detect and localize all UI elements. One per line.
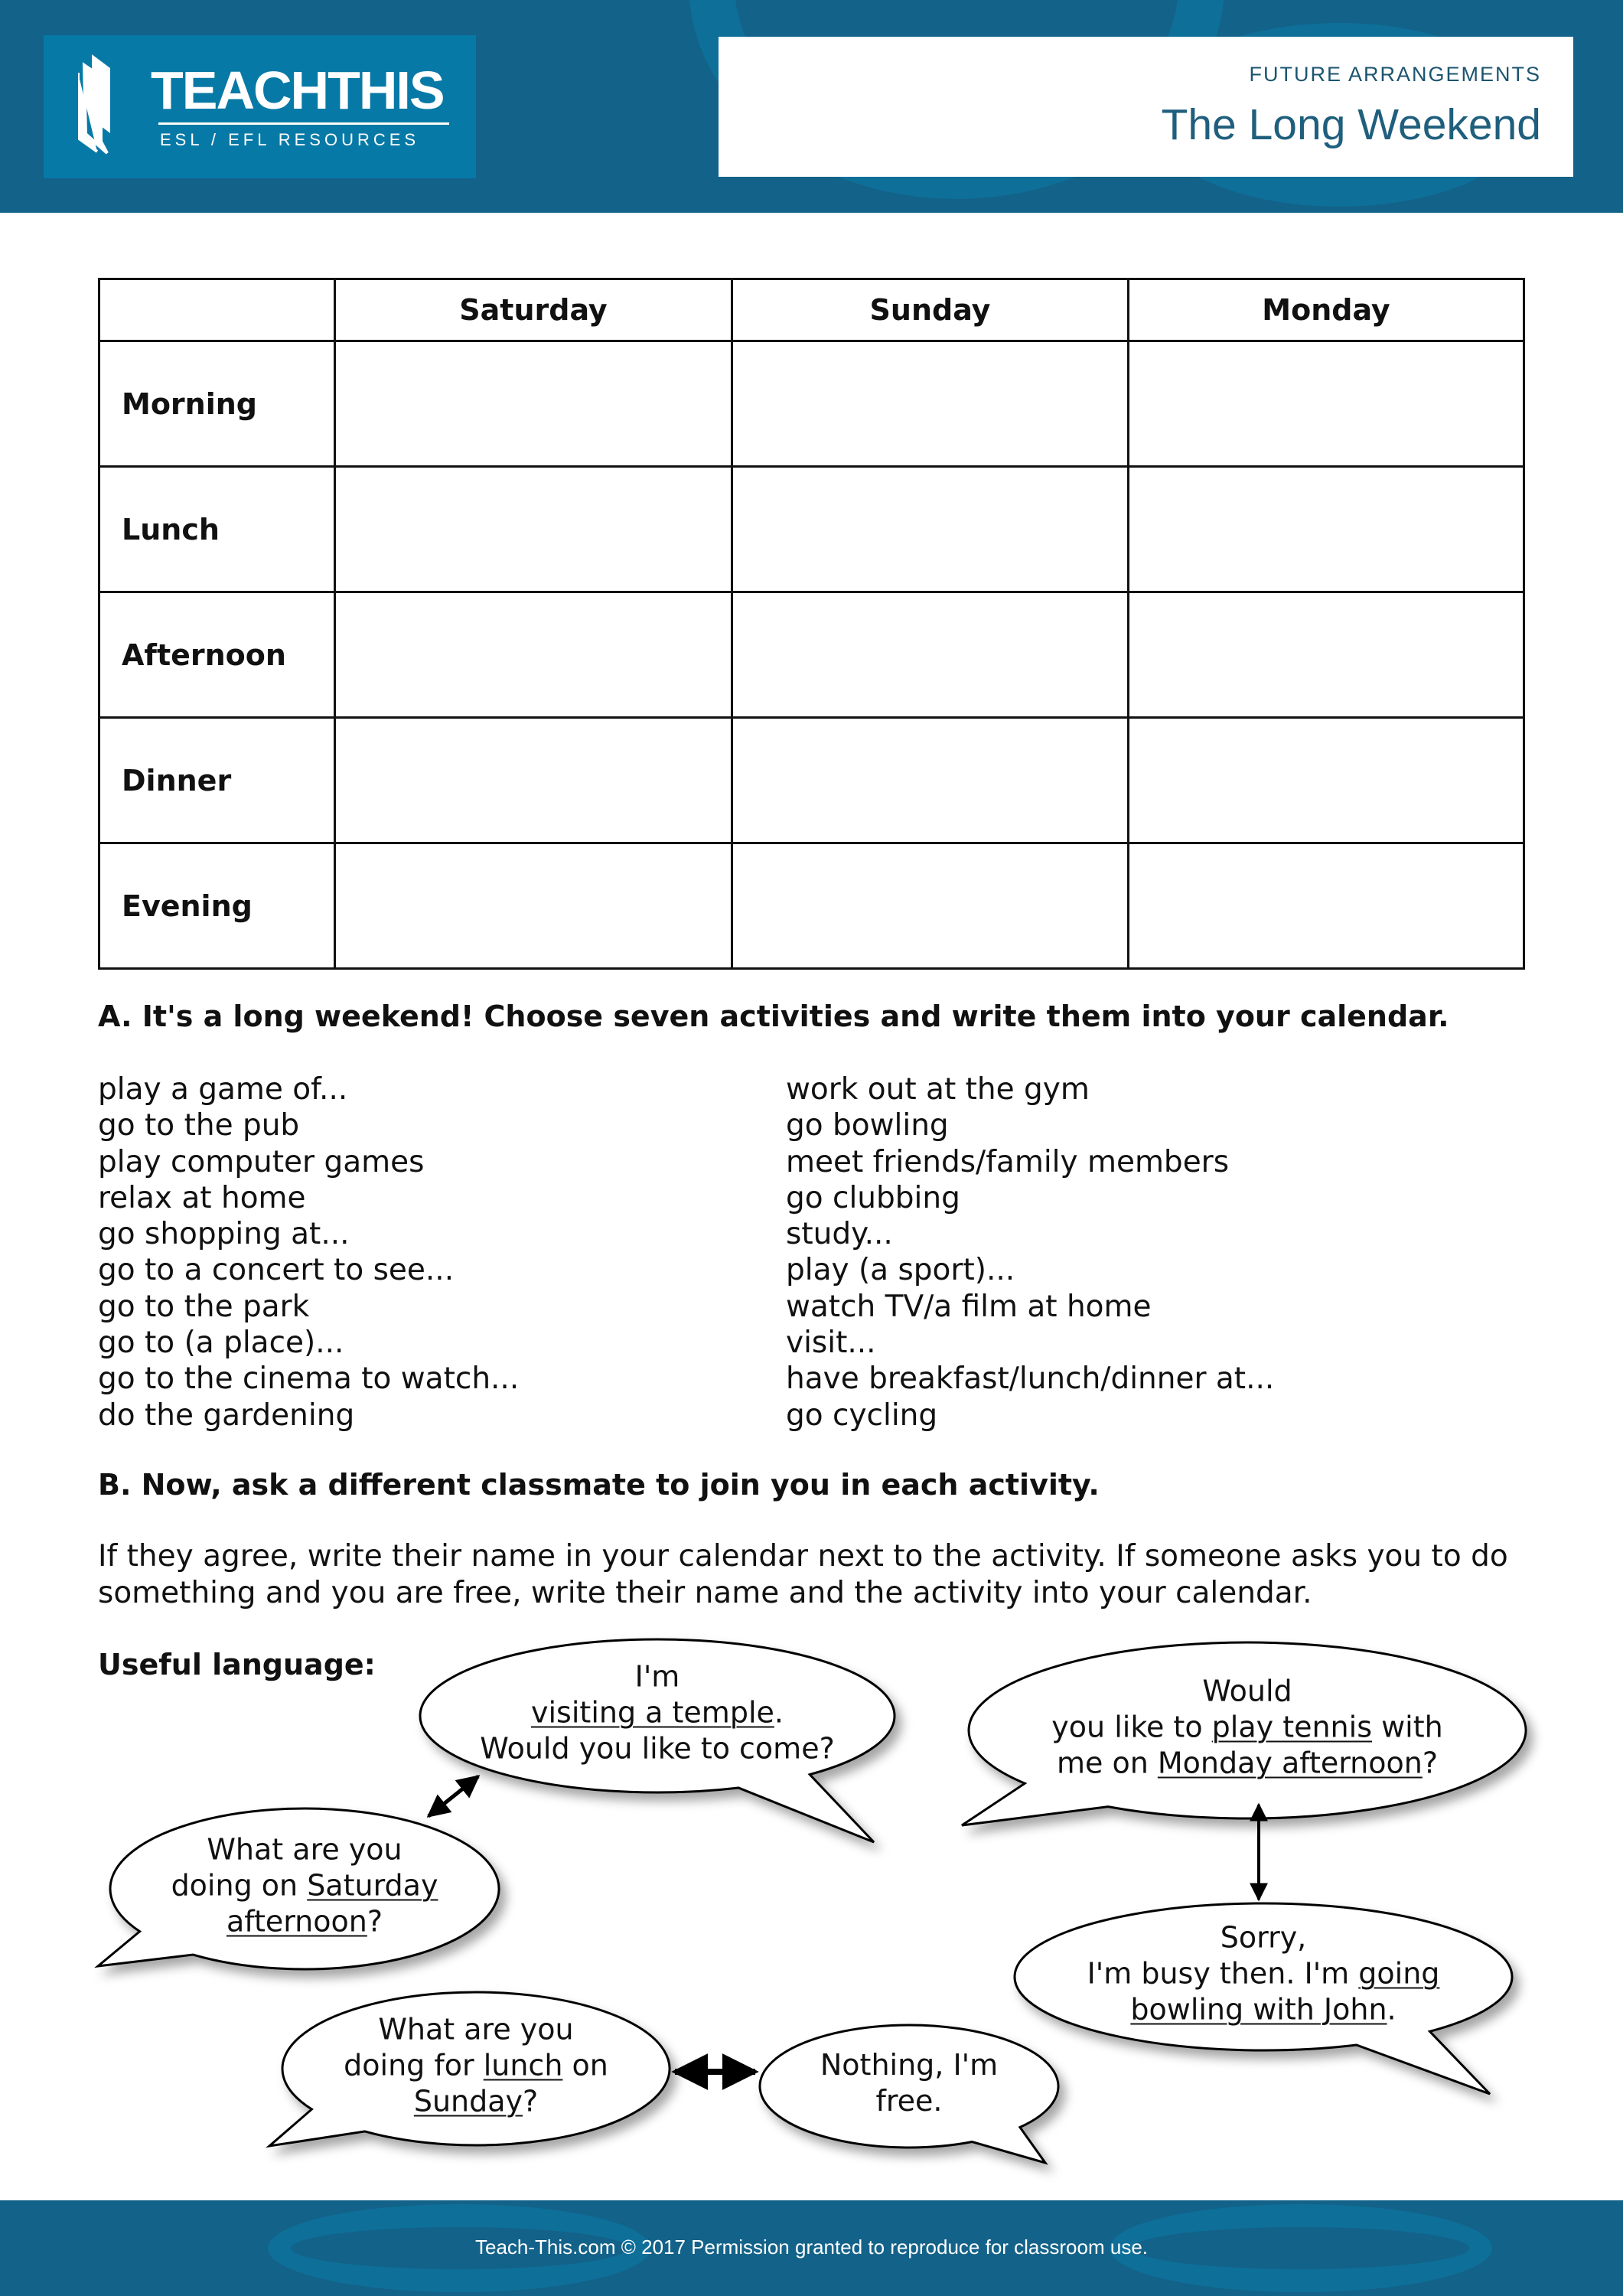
row-label: Lunch	[99, 467, 335, 592]
row-label: Afternoon	[99, 592, 335, 718]
bubble-text-segment: I'm busy then. I'm	[1087, 1956, 1359, 1991]
page-title: The Long Weekend	[1161, 100, 1541, 149]
speech-bubble-text	[344, 2012, 608, 2120]
instructions-line: If they agree, write their name in your calendar next to the activity. If someone asks you to do	[98, 1539, 1508, 1574]
activity-item: have breakfast/lunch/dinner at...	[786, 1362, 1275, 1397]
bubble-line	[480, 1659, 835, 1695]
bubble-line	[1087, 1920, 1440, 1956]
bubble-line	[480, 1731, 835, 1767]
activity-item: study...	[786, 1217, 893, 1252]
bubble-line	[1051, 1710, 1442, 1746]
bubble-line	[1087, 1956, 1440, 1992]
bubble-line	[1051, 1746, 1442, 1782]
row-label: Morning	[99, 341, 335, 467]
bubble-line	[480, 1695, 835, 1731]
activity-item: watch TV/a film at home	[786, 1289, 1152, 1324]
activity-item: play computer games	[98, 1144, 425, 1179]
bubble-line	[171, 1832, 438, 1868]
bubble-line	[1087, 1992, 1440, 2028]
bubble-text-segment: free.	[875, 2084, 943, 2118]
underlined-phrase: bowling with John	[1130, 1992, 1387, 2027]
bubble-line	[344, 2012, 608, 2048]
bubble-line	[1051, 1674, 1442, 1710]
row-label: Evening	[99, 843, 335, 969]
activity-item: go bowling	[786, 1108, 949, 1143]
bubble-text-segment: I'm	[634, 1659, 680, 1694]
bubble-line	[171, 1868, 438, 1904]
logo-subtitle: ESL / EFL RESOURCES	[160, 130, 420, 149]
bubble-line	[820, 2083, 998, 2119]
activity-item: work out at the gym	[786, 1072, 1090, 1107]
bubble-text-segment: Sorry,	[1220, 1920, 1307, 1955]
bubble-text-segment: Would	[1202, 1674, 1292, 1708]
bubble-text-segment: Would you like to come?	[480, 1731, 835, 1766]
bubble-text-segment: .	[1387, 1992, 1396, 2027]
underlined-phrase: Sunday	[413, 2084, 523, 2118]
underlined-phrase: afternoon	[226, 1904, 367, 1939]
footer	[0, 2200, 1623, 2296]
section-b-heading: B. Now, ask a different classmate to join you in each activity.	[98, 1468, 1100, 1502]
bubble-line	[344, 2048, 608, 2084]
activity-item: do the gardening	[98, 1397, 355, 1433]
bubble-text-segment: ?	[367, 1904, 383, 1939]
speech-bubble-text	[1087, 1920, 1440, 2028]
activity-item: go to the pub	[98, 1108, 300, 1143]
activity-item: meet friends/family members	[786, 1144, 1230, 1179]
bubble-text-segment: ?	[523, 2084, 539, 2118]
underlined-phrase: Saturday	[307, 1868, 438, 1903]
underlined-phrase: Monday afternoon	[1157, 1746, 1423, 1780]
instructions-line: something and you are free, write their name and the activity into your calendar.	[98, 1576, 1312, 1610]
bubble-line	[820, 2047, 998, 2083]
bubble-text-segment: doing on	[171, 1868, 308, 1903]
activity-item: go to (a place)...	[98, 1326, 344, 1361]
bubble-text-segment: on	[562, 2048, 608, 2082]
underlined-phrase: going	[1358, 1956, 1440, 1991]
activity-item: go clubbing	[786, 1180, 960, 1215]
bubble-text-segment: Nothing, I'm	[820, 2048, 999, 2082]
useful-language-label: Useful language:	[98, 1648, 376, 1681]
column-header-sunday: Sunday	[732, 279, 1129, 341]
underlined-phrase: lunch	[483, 2048, 563, 2082]
section-a-heading: A. It's a long weekend! Choose seven activities and write them into your calendar.	[98, 1000, 1449, 1033]
double-arrow	[429, 1776, 478, 1816]
bubble-text-segment: with	[1372, 1710, 1443, 1744]
activity-item: visit...	[786, 1326, 876, 1361]
bubble-text-segment: .	[774, 1695, 784, 1730]
bubble-line	[344, 2084, 608, 2120]
activity-item: go to the park	[98, 1289, 310, 1324]
topic-label: FUTURE ARRANGEMENTS	[1249, 63, 1541, 86]
speech-bubble-text	[171, 1832, 438, 1940]
speech-bubble-text	[1051, 1674, 1442, 1782]
activity-item: play (a sport)...	[786, 1253, 1015, 1288]
bubble-text-segment: ?	[1422, 1746, 1439, 1780]
bubble-line	[171, 1904, 438, 1940]
bubble-text-segment: What are you	[378, 2012, 574, 2047]
bubble-text-segment: me on	[1056, 1746, 1158, 1780]
column-header-monday: Monday	[1129, 279, 1524, 341]
activity-item: go cycling	[786, 1397, 938, 1433]
speech-bubble-text	[480, 1659, 835, 1767]
row-label: Dinner	[99, 718, 335, 843]
activity-item: play a game of...	[98, 1072, 348, 1107]
bubble-text-segment: you like to	[1051, 1710, 1212, 1744]
bubble-text-segment: What are you	[207, 1832, 402, 1867]
activity-item: relax at home	[98, 1180, 306, 1215]
bubble-text-segment: doing for	[344, 2048, 484, 2082]
copyright-text: Teach-This.com © 2017 Permission granted to reproduce for classroom use.	[475, 2236, 1148, 2258]
underlined-phrase: play tennis	[1211, 1710, 1372, 1744]
speech-bubble-text	[820, 2047, 998, 2119]
underlined-phrase: visiting a temple	[531, 1695, 774, 1730]
activity-item: go to a concert to see...	[98, 1253, 455, 1288]
activity-item: go to the cinema to watch...	[98, 1362, 520, 1397]
column-header-saturday: Saturday	[335, 279, 732, 341]
activity-item: go shopping at...	[98, 1217, 350, 1252]
logo-brand: TEACHTHIS	[151, 60, 444, 120]
